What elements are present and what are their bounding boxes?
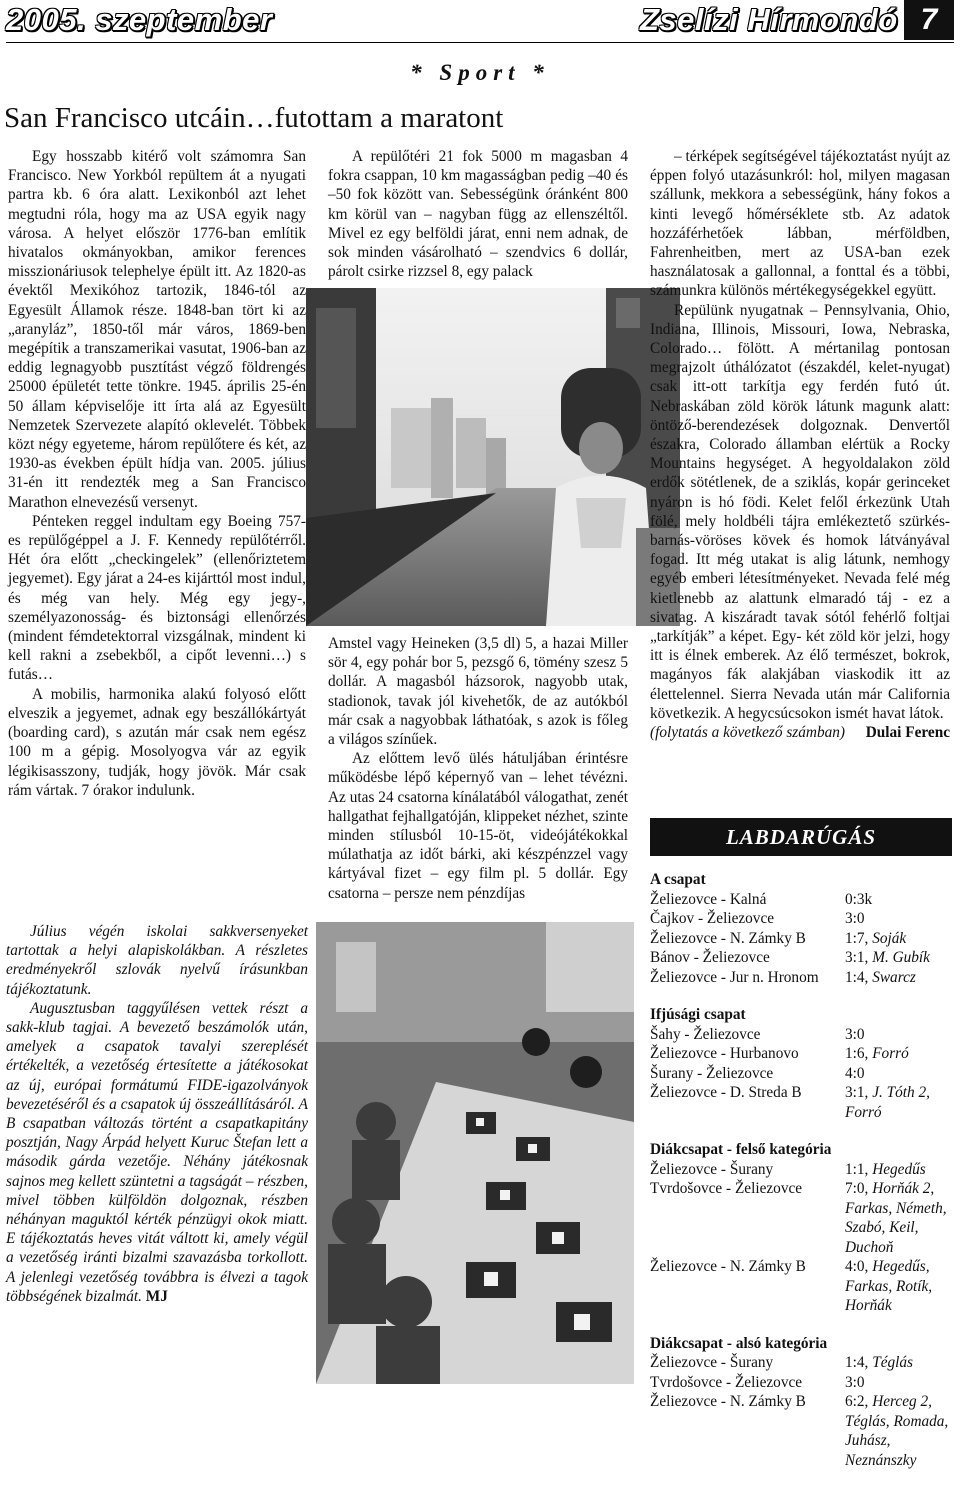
result-scorers: Soják [868, 929, 907, 947]
article-col3 [650, 147, 950, 742]
article-title: San Francisco utcáin…futottam a maratont [4, 102, 504, 134]
result-row [650, 890, 954, 910]
result-match: Šurany - Želiezovce [650, 1064, 774, 1082]
result-match: Želiezovce - N. Zámky B [650, 1393, 806, 1410]
result-score [845, 948, 954, 968]
col3-footer [650, 723, 950, 742]
result-match: Bánov - Želiezovce [650, 949, 770, 966]
page-number: 7 [904, 0, 954, 40]
result-match: Tvrdošovce - Želiezovce [650, 1180, 803, 1197]
result-score-value: 0:3k [845, 890, 873, 908]
result-row [650, 929, 954, 949]
result-score [845, 929, 954, 949]
result-match: Želiezovce - Hurbanovo [650, 1045, 799, 1062]
result-group [650, 1140, 954, 1316]
section-label: * Sport * [410, 60, 550, 85]
chess-article [6, 922, 308, 1306]
result-row [650, 1025, 954, 1045]
result-score [845, 1179, 954, 1257]
result-row [650, 1257, 954, 1316]
article-col2-top [328, 147, 628, 281]
result-scorers: Horňák 2, Farkas, Németh, Szabó, Keil, Duchoň [845, 1180, 947, 1256]
result-row [650, 1064, 954, 1084]
col3-para-2: Repülünk nyugatnak – Pennsylvania, Ohio, Indiana, Illinois, Missouri, Iowa, Nebraska, Colorado… fölött. A mértanilag pontosan megrajzolt úthálózatot (északdél, kelet-nyugat) csak itt-ott tarkítja egy ferdén futó út. Nebraskában zöld körök látunk magunk alatt: öntöző-berendezések dolgoznak. Denvertől északra, Colorado államban elértük a Rocky Mountains hegységet. A hegyoldalakon zöld erdők sötétlenek, de a sziklás, kopár gerinceket nyáron is hó födi. Kelet felől érkezünk Utah fölé, mely holdbéli tájra emlékeztető szürkés-barnás-vöröses kövek és homok látványával fogad. Itt még utakat is alig látunk, nemhogy egyéb emberi létesítményeket. Nevada felé még kietlenebb az alattunk elmaradó táj - ez a sivatag. A kiszáradt tavak sótól fehérlő foltjai „tarkítják” a képet. Egy- két zöld kör jelzi, hogy itt is élnek emberek. Az élő természet, bokrok, magányos fák alakjában viaskodik itt az élettelennel. Sierra Nevada után már California következik. A hegycsúcsokon ismét havat látok. [650, 301, 950, 722]
result-match: Želiezovce - Jur n. Hronom [650, 968, 819, 986]
article-author: Dulai Ferenc [865, 724, 950, 742]
result-score [845, 1257, 954, 1316]
result-match: Šahy - Želiezovce [650, 1025, 761, 1043]
result-score-value: 1:7, [845, 929, 869, 947]
article-col1 [8, 147, 306, 800]
col1-para-2: Pénteken reggel indultam egy Boeing 757-es repülőgéppel a J. F. Kennedy repülőtérről. Hét óra előtt „checkingelek” (ellenőriztetem jegyemet). Egy járat a 24-es kijárttól most indul, és még van hely. Még egy jegy-, személyazonosság- és biztonsági ellenőrzés (mindent fémdetektorral vizsgálnak, mindent ki kell rakni a zsebekből, a cipőt levenni…) s futás… [8, 512, 306, 684]
result-score-value: 1:4, [845, 1354, 869, 1371]
result-score [845, 1353, 954, 1373]
col1-para-3: A mobilis, harmonika alakú folyosó előtt elveszik a jegyemet, adnak egy beszállókártyát (boarding card), s azután már csak nem egész 100 m a gépig. Mosolyogva vár az egyik légikisasszony, tudják, hogy jövök. Már csak rám vártak. 7 órakor indulunk. [8, 685, 306, 799]
col2-para-2: Az előttem levő ülés hátuljában érintésre működésbe lépő képernyő van – lehet tévézni. Az utas 24 csatorna kínálatából válogathat, zenét hallgathat fejhallgatóján, klippeket nézhet, szinte minden stílusból 10-15-öt, videójátékokkal múlathatja az időt bárki, aki készpénzzel vagy kártyával fizet – egy film pl. 5 dollár. Egy csatorna – persze nem pénzdíjas [328, 750, 628, 902]
result-score [845, 1044, 954, 1064]
result-score-value: 3:0 [845, 1373, 865, 1391]
result-score-value: 7:0, [845, 1180, 869, 1197]
continued-note: (folytatás a következő számban) [650, 724, 845, 742]
chess-signature: MJ [145, 1287, 168, 1305]
result-row [650, 1160, 954, 1180]
result-scorers: M. Gubík [868, 949, 930, 966]
header-rule [6, 42, 954, 43]
result-score [845, 1083, 954, 1122]
result-row [650, 1353, 954, 1373]
result-match: Želiezovce - Šurany [650, 1160, 774, 1178]
football-heading: LABDARÚGÁS [650, 818, 952, 856]
result-row [650, 1179, 954, 1257]
result-score-value: 1:4, [845, 968, 869, 986]
result-score [845, 1025, 954, 1045]
article-col2-bottom [328, 634, 628, 903]
result-score-value: 4:0 [845, 1064, 865, 1082]
result-score-value: 3:0 [845, 910, 865, 927]
result-score-value: 6:2, [845, 1393, 869, 1410]
chess-para-1: Július végén iskolai sakkversenyeket tartottak a helyi alapiskolákban. A részletes eredményekről szlovák nyelvű írásunkban tájékoztatunk. [6, 923, 308, 998]
result-scorers: Swarcz [868, 968, 916, 986]
result-match: Želiezovce - N. Zámky B [650, 929, 806, 947]
result-row [650, 968, 954, 988]
result-group-title: Diákcsapat - felső kategória [650, 1141, 832, 1158]
newspaper-name: Zselízi Hírmondó [640, 2, 898, 37]
result-match: Želiezovce - N. Zámky B [650, 1258, 806, 1275]
football-results [650, 870, 954, 1488]
result-score [845, 1373, 954, 1393]
result-score-value: 1:6, [845, 1045, 869, 1062]
result-scorers: J. Tóth 2, Forró [845, 1084, 930, 1121]
col2-para-top: A repülőtéri 21 fok 5000 m magasban 4 fokra csappan, 10 km magasságban pedig –40 és –50 fok között van. Sebességünk óránként 800 km körül van – nagyban függ az ellenszéltől. Mivel ez egy belföldi járat, enni nem adnak, de sok minden vásárolható – szendvics 6 dollár, párolt csirke rizzsel 8, egy palack [328, 148, 628, 281]
result-score-value: 3:0 [845, 1025, 865, 1043]
result-row [650, 1392, 954, 1470]
result-row [650, 948, 954, 968]
street-photo-image [306, 288, 680, 626]
result-scorers: Forró [868, 1045, 909, 1062]
col1-para-1: Egy hosszabb kitérő volt számomra San Francisco. New Yorkból repültem át a nyugati partra kb. 6 óra alatt. Lexikonból azt lehet megtudni róla, hogy ma az USA egyik nagy városa. A helyet először 1776-ban említik hivatalos okmányokban, amikor ferences misszionáriusok telephelye épült itt. Az 1820-as évektől Mexikóhoz tartozik, 1846-tól az Egyesült Államok része. 1848-ban tört ki az „aranyláz”, 1850-től már város, 1869-ben megépítik a transzamerikai vasutat, 1906-ban az eddig legnagyobb pusztítást végző földrengés 25000 épületét tette tönkre. 1945. április 25-én 50 állam képviselője itt írta alá az Egyesült Nemzetek Szervezete alapító oklevelét. Többek közt négy egyeteme, három repülőtere és két, az 1930-as években épült hídja van. 2005. július 31-én itt rendezték meg a San Francisco Marathon elnevezésű versenyt. [8, 148, 306, 511]
result-match: Čajkov - Želiezovce [650, 910, 775, 927]
result-match: Tvrdošovce - Želiezovce [650, 1373, 803, 1391]
result-match: Želiezovce - Kalná [650, 890, 767, 908]
result-row [650, 1044, 954, 1064]
street-runner-photo [306, 288, 680, 626]
issue-date: 2005. szeptember [6, 2, 273, 37]
chess-tournament-photo [316, 922, 634, 1384]
result-score [845, 1160, 954, 1180]
result-row [650, 1373, 954, 1393]
result-group [650, 870, 954, 987]
result-score-value: 1:1, [845, 1160, 869, 1178]
result-scorers: Herceg 2, Téglás, Romada, Juhász, Neznánszky [845, 1393, 949, 1469]
result-group [650, 1334, 954, 1471]
result-score-value: 3:1, [845, 1084, 869, 1101]
result-group-title: Diákcsapat - alsó kategória [650, 1334, 828, 1352]
result-row [650, 909, 954, 929]
result-row [650, 1083, 954, 1122]
result-scorers: Hegedűs, Farkas, Rotík, Horňák [845, 1258, 933, 1314]
result-group-title: Ifjúsági csapat [650, 1006, 746, 1023]
result-scorers: Hegedűs [868, 1160, 926, 1178]
result-group-title: A csapat [650, 871, 706, 888]
result-score-value: 3:1, [845, 949, 869, 966]
result-score [845, 968, 954, 988]
col2-para-1: Amstel vagy Heineken (3,5 dl) 5, a hazai Miller sör 4, egy pohár bor 5, pezsgő 6, tömény szesz 5 dollár. A magasból házsorok, nagyobb utak, stadionok, tavak jól kivehetők, de az autókból már csak a nagyobbak láthatóak, s azok is főleg a világos színűek. [328, 635, 628, 749]
result-scorers: Téglás [868, 1354, 913, 1371]
result-score [845, 1064, 954, 1084]
result-score [845, 890, 954, 910]
result-match: Želiezovce - D. Streda B [650, 1084, 802, 1101]
chess-photo-image [316, 922, 634, 1384]
result-match: Želiezovce - Šurany [650, 1354, 774, 1371]
result-score [845, 1392, 954, 1470]
result-group [650, 1005, 954, 1122]
chess-para-2: Augusztusban taggyűlésen vettek részt a sakk-klub tagjai. A bevezető beszámolók után, amelyek a csapatok tavalyi szereplését értékelték, a vezetőség értesítette a játékosokat az új, európai formátumú FIDE-igazolványok bevezetéséről és a csapatok új összeállításáról. A B csapatban változás történt a csapatkapitány posztján, Nagy Árpád helyett Kuruc Štefan lett a második gárda vezetője. Néhány játékosnak sajnos meg kellett szüntetni a tagságát – részben, mivel többen külföldön dolgoznak, részben néhányan maguktól kérték pénzügyi okok miatt. E tájékoztatás heves vitát váltott ki, amely végül a vezetőség iránti bizalmi szavazásba torkollott. A jelenlegi vezetőség továbbra is élvezi a tagok többségének bizalmát. MJ [6, 999, 308, 1305]
result-score [845, 909, 954, 929]
result-score-value: 4:0, [845, 1258, 869, 1275]
col3-para-1: – térképek segítségével tájékoztatást nyújt az éppen folyó utazásunkról: hol, milyen magasan szállunk, mekkora a sebességünk, hány fokos a kinti levegő hőmérséklete stb. Az adatok hozzáférhetőek lábban, mérföldben, Fahrenheitben, mert az USA-ban ezek használatosak a gallonnal, a fonttal és a többi, számunkra különös mértékegységekkel együtt. [650, 148, 950, 300]
